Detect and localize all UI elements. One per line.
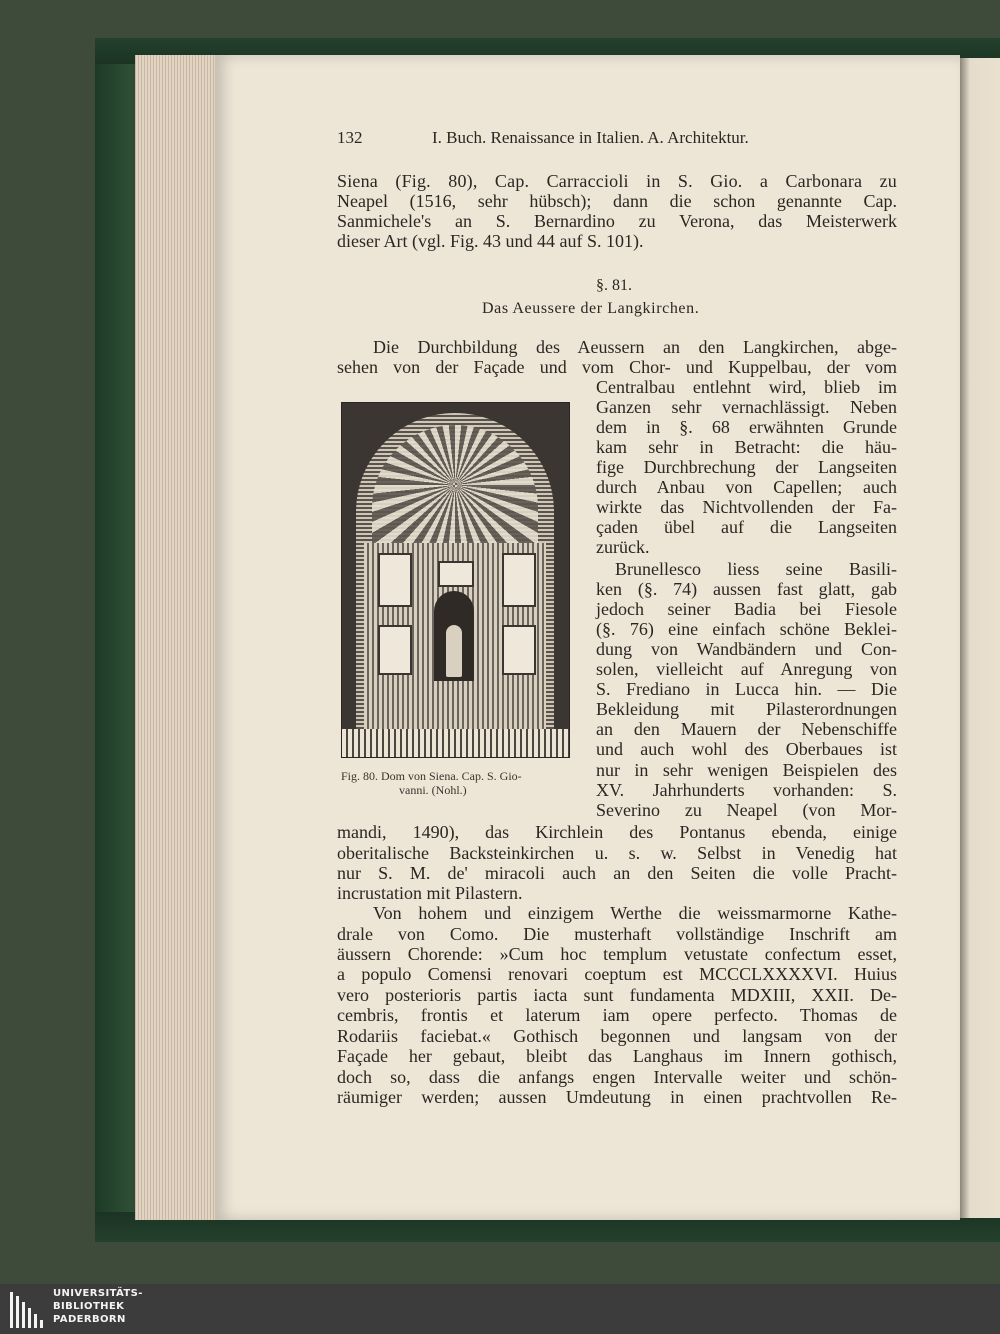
floor-pavement: [342, 729, 569, 757]
figure-caption: Fig. 80. Dom von Siena. Cap. S. Gio-: [341, 769, 522, 783]
body-line: Von hohem und einzigem Werthe die weissmarmorne Kathe-: [373, 903, 897, 923]
body-line: äussern Chorende: »Cum hoc templum vetustate confectum esset,: [337, 944, 897, 964]
body-line: fige Durchbrechung der Langseiten: [596, 457, 897, 477]
section-title: Das Aeussere der Langkirchen.: [482, 300, 700, 317]
body-line: Bekleidung mit Pilasterordnungen: [596, 699, 897, 719]
body-line: nur in sehr wenigen Beispielen des: [596, 760, 897, 780]
body-line: dung von Wandbändern und Con-: [596, 639, 897, 659]
body-line: wirkte das Nichtvollenden der Fa-: [596, 497, 897, 517]
section-number: §. 81.: [596, 277, 632, 294]
body-line: dieser Art (vgl. Fig. 43 und 44 auf S. 101).: [337, 231, 644, 251]
body-line: zurück.: [596, 537, 650, 557]
body-line: räumiger werden; aussen Umdeutung in einen prachtvollen Re-: [337, 1087, 897, 1107]
body-line: incrustation mit Pilastern.: [337, 883, 523, 903]
body-line: Severino zu Neapel (von Mor-: [596, 800, 897, 820]
body-line: XV. Jahrhunderts vorhanden: S.: [596, 780, 897, 800]
relief-panel: [502, 625, 536, 675]
library-name-line3: PADERBORN: [53, 1314, 126, 1325]
relief-panel: [378, 553, 412, 607]
body-line: oberitalische Backsteinkirchen u. s. w. Selbst in Venedig hat: [337, 843, 897, 863]
statue: [446, 625, 462, 677]
body-line: nur S. M. de' miracoli auch an den Seiten die volle Pracht-: [337, 863, 897, 883]
body-line: S. Frediano in Lucca hin. — Die: [596, 679, 897, 699]
body-line: (§. 76) eine einfach schöne Beklei-: [596, 619, 897, 639]
body-line: a populo Comensi renovari coeptum est MCCCLXXXXVI. Huius: [337, 964, 897, 984]
window: [438, 561, 474, 587]
body-line: drale von Como. Die musterhaft vollständige Inschrift am: [337, 924, 897, 944]
body-line: jedoch seiner Badia bei Fiesole: [596, 599, 897, 619]
page-edges: [135, 55, 215, 1220]
body-line: Neapel (1516, sehr hübsch); dann die schon genannte Cap.: [337, 191, 897, 211]
body-line: Sanmichele's an S. Bernardino zu Verona, das Meisterwerk: [337, 211, 897, 231]
body-line: dem in §. 68 erwähnten Grunde: [596, 417, 897, 437]
library-name-line1: UNIVERSITÄTS-: [53, 1288, 143, 1299]
body-line: Die Durchbildung des Aeussern an den Langkirchen, abge-: [373, 337, 897, 357]
body-line: Brunellesco liess seine Basili-: [615, 559, 897, 579]
body-line: an den Mauern der Nebenschiffe: [596, 719, 897, 739]
body-line: çaden übel auf die Langseiten: [596, 517, 897, 537]
page-number: 132: [337, 128, 363, 147]
relief-panel: [502, 553, 536, 607]
body-line: durch Anbau von Capellen; auch: [596, 477, 897, 497]
running-title: I. Buch. Renaissance in Italien. A. Architektur.: [432, 128, 749, 147]
library-footer-bar: [0, 1284, 1000, 1334]
relief-panel: [378, 625, 412, 675]
library-name-line2: BIBLIOTHEK: [53, 1301, 125, 1312]
body-line: kam sehr in Betracht: die häu-: [596, 437, 897, 457]
body-line: vero posterioris partis iacta sunt fundamenta MDXIII, XXII. De-: [337, 985, 897, 1005]
body-line: solen, vielleicht auf Anregung von: [596, 659, 897, 679]
body-line: mandi, 1490), das Kirchlein des Pontanus ebenda, einige: [337, 822, 897, 842]
facing-page-edge: [960, 58, 1000, 1218]
library-logo-icon: [10, 1290, 50, 1330]
body-line: doch so, dass die anfangs engen Intervalle weiter und schön-: [337, 1067, 897, 1087]
body-line: Centralbau entlehnt wird, blieb im: [596, 377, 897, 397]
body-line: Façade her gebaut, bleibt das Langhaus im Innern gothisch,: [337, 1046, 897, 1066]
body-line: Rodariis faciebat.« Gothisch begonnen und langsam von der: [337, 1026, 897, 1046]
body-line: Siena (Fig. 80), Cap. Carraccioli in S. Gio. a Carbonara zu: [337, 171, 897, 191]
body-line: ken (§. 74) aussen fast glatt, gab: [596, 579, 897, 599]
figure-caption-continued: vanni. (Nohl.): [399, 783, 467, 797]
body-line: cembris, frontis et laterum iam opere perfecto. Thomas de: [337, 1005, 897, 1025]
engraving-illustration: [341, 402, 570, 758]
body-line: Ganzen sehr vernachlässigt. Neben: [596, 397, 897, 417]
body-line: und auch wohl des Oberbaues ist: [596, 739, 897, 759]
body-line: sehen von der Façade und vom Chor- und Kuppelbau, der vom: [337, 357, 897, 377]
